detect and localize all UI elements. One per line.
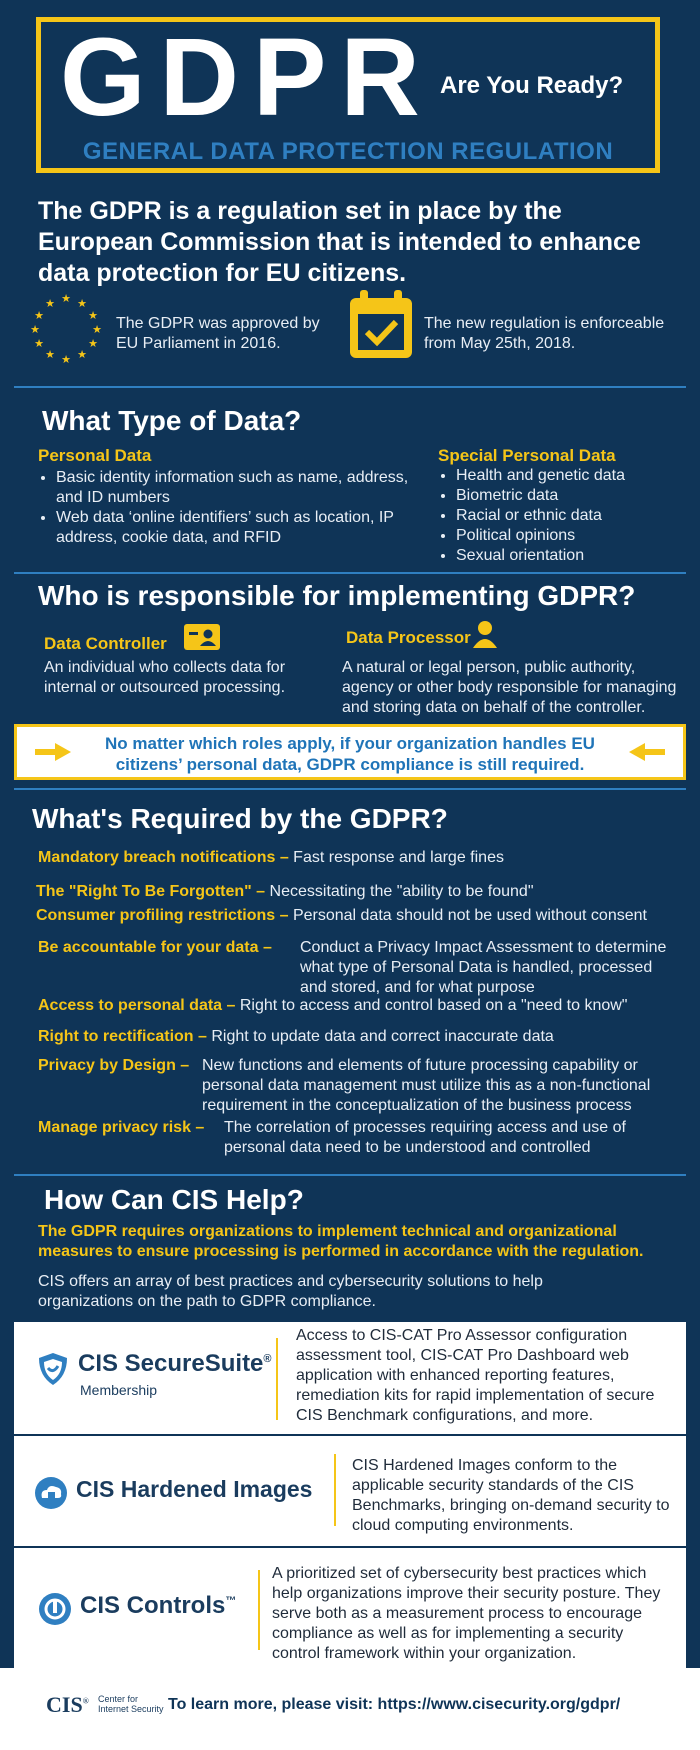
fact-approved: The GDPR was approved by EU Parliament in 2016. (116, 315, 320, 352)
product-description: Access to CIS-CAT Pro Assessor configuration assessment tool, CIS-CAT Pro Dashboard web application with enhanced reporting features, remediation kits for rapid implementation of secure CIS Benchmark configurations, and more. (296, 1327, 655, 1424)
requirement-text: Necessitating the "ability to be found" (269, 883, 534, 900)
requirement-text: Right to access and control based on a "need to know" (239, 997, 628, 1014)
svg-text:★: ★ (34, 309, 44, 322)
id-card-icon (184, 624, 220, 650)
data-processor-heading: Data Processor (346, 628, 471, 647)
person-icon (472, 620, 498, 648)
divider (258, 1570, 260, 1650)
full-name-banner: GENERAL DATA PROTECTION REGULATION (82, 138, 614, 165)
shield-icon (36, 1352, 70, 1391)
requirement-item (36, 882, 676, 902)
section-divider (14, 788, 686, 790)
data-types-title: What Type of Data? (42, 405, 302, 436)
divider (276, 1338, 278, 1420)
compliance-callout (14, 724, 686, 780)
svg-text:★: ★ (34, 337, 44, 350)
divider (334, 1454, 336, 1526)
svg-text:★: ★ (45, 348, 55, 361)
list-item: • Political opinions (456, 526, 696, 546)
arrow-left-icon (629, 743, 665, 766)
requirement-label: Consumer profiling restrictions – (36, 907, 289, 924)
svg-text:★: ★ (92, 323, 102, 336)
callout-text: No matter which roles apply, if your organization handles EU citizens’ personal data, GDPR compliance is still required. (105, 734, 595, 774)
cloud-lock-icon (34, 1476, 68, 1515)
gdpr-logo-word: GDPR (60, 16, 434, 139)
special-data-heading: Special Personal Data (438, 446, 616, 465)
calendar-check-icon (346, 288, 416, 362)
requirement-label: Manage privacy risk – (38, 1119, 205, 1136)
svg-text:★: ★ (88, 309, 98, 322)
list-item: • Basic identity information such as name, address, and ID numbers (56, 468, 416, 508)
product-securesuite (14, 1322, 686, 1436)
help-lead: The GDPR requires organizations to implement technical and organizational measures to ensure processing is performed in accordance with the regulation. (38, 1223, 644, 1260)
product-name: CIS Hardened Images (76, 1476, 313, 1502)
personal-data-list (38, 468, 416, 548)
learn-more-link[interactable]: To learn more, please visit: https://www.cisecurity.org/gdpr/ (168, 1696, 621, 1713)
list-item: • Sexual orientation (456, 546, 696, 566)
product-description: CIS Hardened Images conform to the applicable security standards of the CIS Benchmarks, bringing on-demand security to cloud computing environments. (352, 1457, 670, 1534)
list-item: • Web data ‘online identifiers’ such as location, IP address, cookie data, and RFID (56, 508, 416, 548)
requirement-text: Personal data should not be used without consent (292, 907, 647, 924)
product-subtitle: Membership (80, 1382, 158, 1398)
section-divider (14, 1174, 686, 1176)
list-item: • Health and genetic data (456, 466, 696, 486)
footer (0, 1668, 700, 1750)
requirement-label: Privacy by Design – (38, 1057, 190, 1074)
requirement-text: Fast response and large fines (293, 849, 504, 866)
controls-icon (38, 1592, 72, 1631)
product-name: CIS Controls™ (80, 1592, 237, 1619)
help-text: CIS offers an array of best practices and cybersecurity solutions to help organizations on the path to GDPR compliance. (38, 1273, 543, 1310)
svg-text:★: ★ (30, 323, 40, 336)
requirement-item (36, 906, 676, 926)
eu-stars-icon (30, 292, 102, 364)
requirement-item (38, 848, 678, 868)
help-title: How Can CIS Help? (44, 1184, 304, 1215)
arrow-right-icon (35, 743, 71, 766)
product-name: CIS SecureSuite® (78, 1350, 272, 1377)
special-data-list (438, 466, 696, 566)
list-item: • Racial or ethnic data (456, 506, 696, 526)
required-title: What's Required by the GDPR? (32, 803, 448, 834)
data-processor-text: A natural or legal person, public authority, agency or other body responsible for managing and storing data on behalf of the controller. (342, 659, 677, 716)
svg-text:★: ★ (88, 337, 98, 350)
cis-logo: CIS® (46, 1692, 89, 1717)
product-controls (14, 1548, 686, 1668)
section-divider (14, 572, 686, 574)
product-description: A prioritized set of cybersecurity best practices which help organizations improve their security posture. They serve both as a measurement process to encourage compliance as well as for implementing a security control framework within your organization. (272, 1565, 661, 1662)
requirement-text: New functions and elements of future processing capability or personal data management must utilize this as a non-functional requirement in the conceptualization of the business process (202, 1057, 651, 1114)
data-controller-text: An individual who collects data for internal or outsourced processing. (44, 659, 286, 696)
product-hardened-images (14, 1436, 686, 1548)
requirement-text: Right to update data and correct inaccurate data (211, 1028, 554, 1045)
intro-statement: The GDPR is a regulation set in place by the European Commission that is intended to enhance data protection for EU citizens. (38, 197, 641, 287)
svg-text:★: ★ (77, 297, 87, 310)
requirement-label: Mandatory breach notifications – (38, 849, 289, 866)
requirement-text: The correlation of processes requiring access and use of personal data need to be understood and controlled (224, 1119, 626, 1156)
requirement-label: The "Right To Be Forgotten" – (36, 883, 266, 900)
requirement-item (38, 996, 678, 1016)
requirement-text: Conduct a Privacy Impact Assessment to determine what type of Personal Data is handled, processed and stored, and for what purpose (300, 939, 667, 996)
section-divider (14, 386, 686, 388)
list-item: • Biometric data (456, 486, 696, 506)
requirement-label: Access to personal data – (38, 997, 236, 1014)
tagline: Are You Ready? (440, 72, 624, 99)
svg-text:★: ★ (45, 297, 55, 310)
requirement-item (38, 1027, 678, 1047)
fact-enforceable: The new regulation is enforceable from May 25th, 2018. (424, 315, 665, 352)
svg-text:★: ★ (61, 353, 71, 364)
requirement-label: Right to rectification – (38, 1028, 207, 1045)
requirement-label: Be accountable for your data – (38, 939, 272, 956)
svg-text:★: ★ (61, 292, 71, 305)
cis-logo-text: Center for Internet Security (98, 1694, 164, 1714)
personal-data-heading: Personal Data (38, 446, 152, 465)
svg-text:★: ★ (77, 348, 87, 361)
data-controller-heading: Data Controller (44, 634, 167, 653)
responsible-title: Who is responsible for implementing GDPR? (38, 580, 636, 611)
